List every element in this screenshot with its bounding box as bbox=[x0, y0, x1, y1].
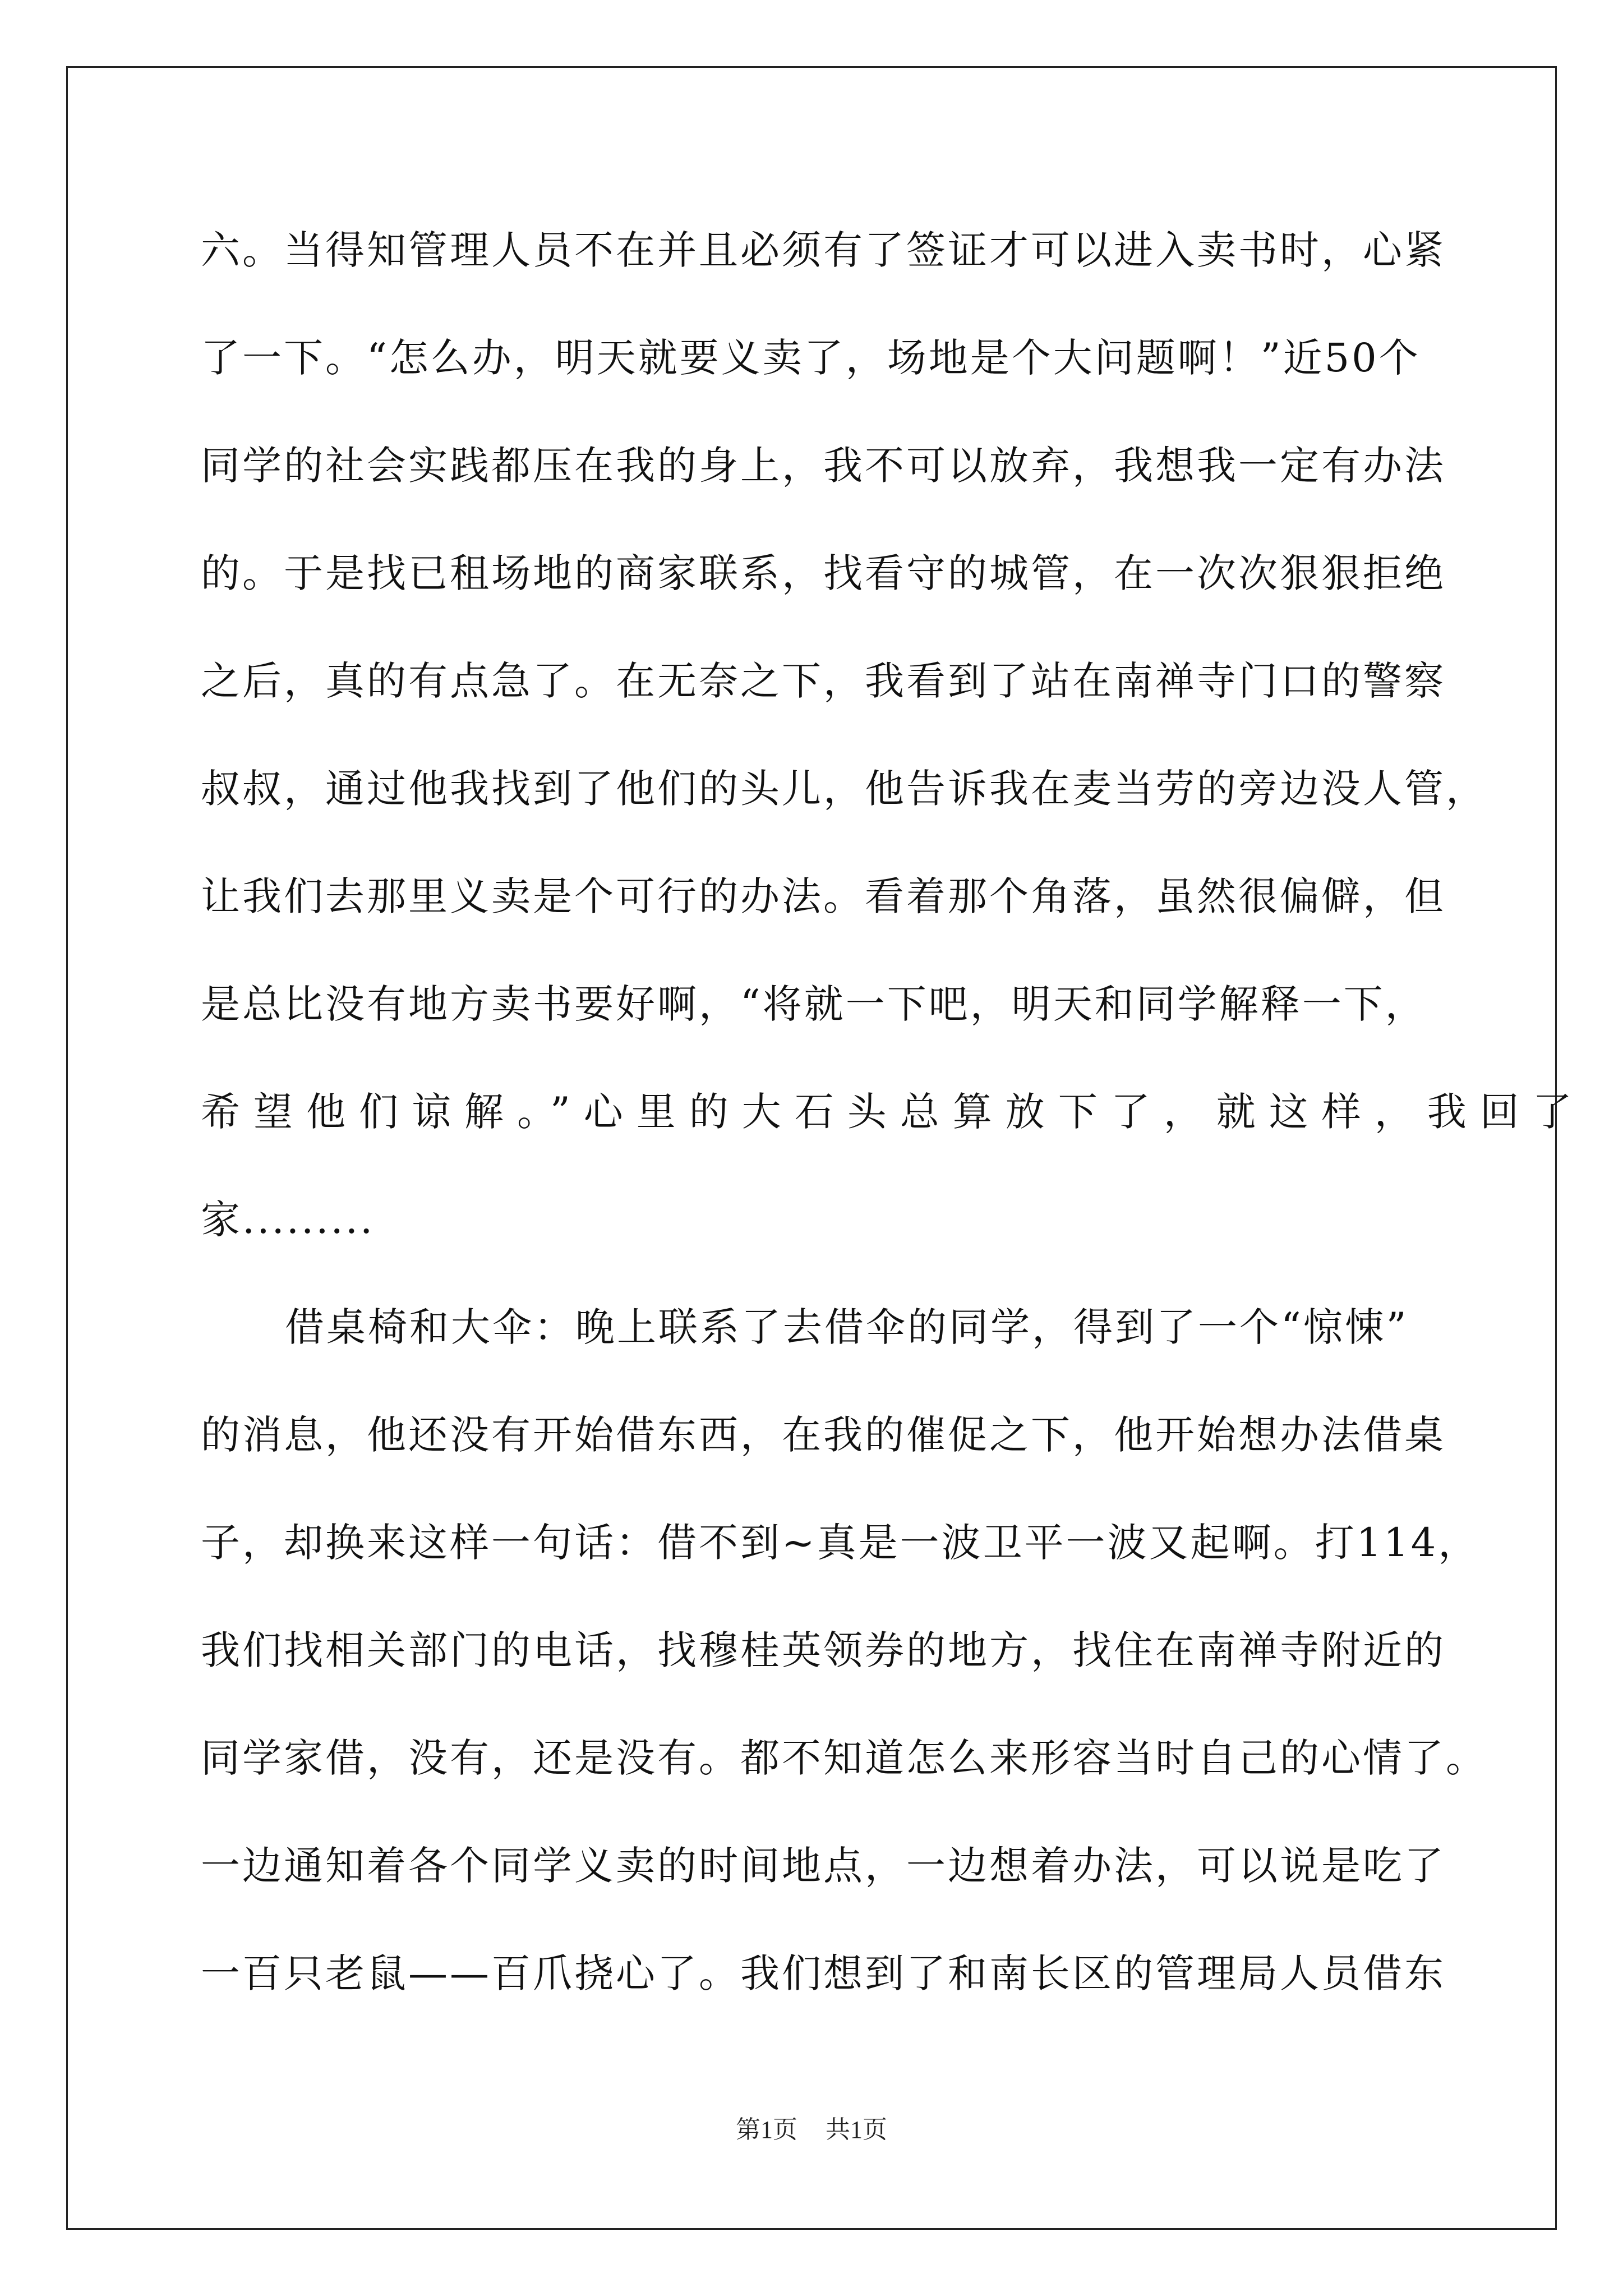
text-line: 的。于是找已租场地的商家联系，找看守的城管，在一次次狠狠拒绝 bbox=[201, 550, 1446, 596]
text-line: 一百只老鼠——百爪挠心了。我们想到了和南长区的管理局人员借东 bbox=[201, 1950, 1446, 1996]
text-line: 的消息，他还没有开始借东西，在我的催促之下，他开始想办法借桌 bbox=[201, 1412, 1446, 1458]
text-line: 了一下。“怎么办，明天就要义卖了，场地是个大问题啊！”近50个 bbox=[201, 335, 1421, 381]
text-line: 一边通知着各个同学义卖的时间地点，一边想着办法，可以说是吃了 bbox=[201, 1843, 1446, 1889]
text-line: 六。当得知管理人员不在并且必须有了签证才可以进入卖书时，心紧 bbox=[201, 227, 1446, 273]
text-line: 同学家借，没有，还是没有。都不知道怎么来形容当时自己的心情了。 bbox=[201, 1735, 1487, 1781]
text-line: 希望他们谅解。”心里的大石头总算放下了，就这样，我回了 bbox=[201, 1089, 1585, 1135]
document-body bbox=[201, 217, 1585, 2047]
paragraph-start-line: 借桌椅和大伞：晚上联系了去借伞的同学，得到了一个“惊悚” bbox=[285, 1304, 1409, 1350]
text-line: 我们找相关部门的电话，找穆桂英领券的地方，找住在南禅寺附近的 bbox=[201, 1627, 1446, 1673]
text-line: 是总比没有地方卖书要好啊，“将就一下吧，明天和同学解释一下， bbox=[201, 981, 1427, 1027]
text-line: 家......... bbox=[201, 1197, 375, 1243]
page-footer bbox=[0, 2109, 1623, 2145]
text-line: 子，却换来这样一句话：借不到~真是一波卫平一波又起啊。打114， bbox=[201, 1520, 1480, 1566]
page-number: 第1页 bbox=[736, 2116, 797, 2143]
text-line: 让我们去那里义卖是个可行的办法。看着那个角落，虽然很偏僻，但 bbox=[201, 873, 1446, 919]
text-line: 之后，真的有点急了。在无奈之下，我看到了站在南禅寺门口的警察 bbox=[201, 658, 1446, 704]
page-total: 共1页 bbox=[826, 2116, 887, 2143]
text-line: 同学的社会实践都压在我的身上，我不可以放弃，我想我一定有办法 bbox=[201, 443, 1446, 489]
text-line: 叔叔，通过他我找到了他们的头儿，他告诉我在麦当劳的旁边没人管， bbox=[201, 766, 1487, 812]
